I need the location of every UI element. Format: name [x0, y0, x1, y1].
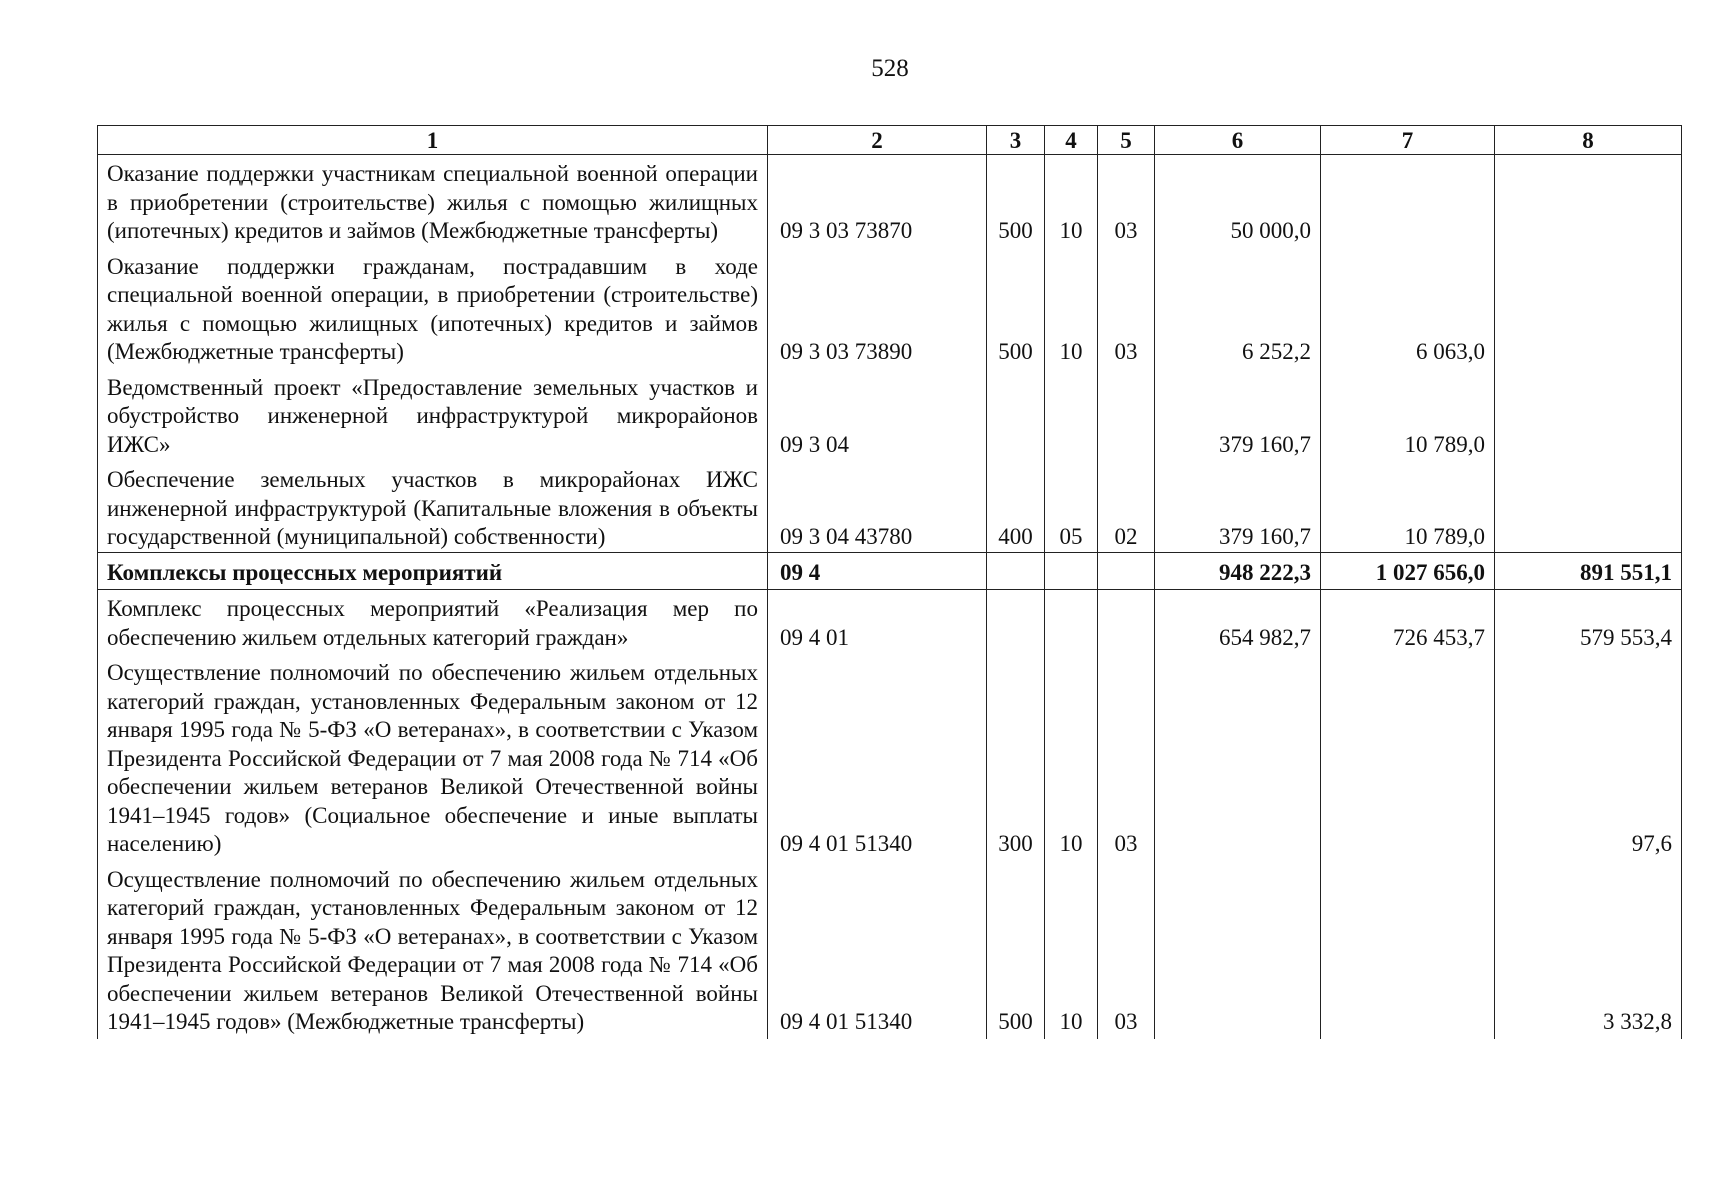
row-name: Осуществление полномочий по обеспечению жильем отдельных категорий граждан, установленных Федеральным законом от 12 января 1995 года № 5-ФЗ «О ветеранах», в соответствии с Указом Президента Российской Федерации от 7 мая 2008 года № 714 «Об обеспечении жильем ветеранов Великой Отечественной войны 1941–1945 годов» (Межбюджетные трансферты): [98, 861, 768, 1039]
row-col3: 400: [987, 461, 1045, 552]
row-col8: [1495, 461, 1682, 552]
row-col6: [1155, 654, 1321, 861]
col-header-8: 8: [1495, 126, 1682, 155]
row-col4: 10: [1045, 654, 1098, 861]
row-name: Ведомственный проект «Предоставление земельных участков и обустройство инженерной инфраструктурой микрорайонов ИЖС»: [98, 369, 768, 462]
row-col4: 10: [1045, 861, 1098, 1039]
row-code: 09 3 03 73890: [768, 248, 987, 369]
table-row: [98, 369, 1682, 462]
row-col7: 1 027 656,0: [1321, 552, 1495, 590]
col-header-7: 7: [1321, 126, 1495, 155]
col-header-3: 3: [987, 126, 1045, 155]
row-col4: 10: [1045, 155, 1098, 248]
row-col8: 3 332,8: [1495, 861, 1682, 1039]
row-col3: [987, 369, 1045, 462]
row-col8: 891 551,1: [1495, 552, 1682, 590]
row-col4: 10: [1045, 248, 1098, 369]
col-header-1: 1: [98, 126, 768, 155]
row-col3: [987, 590, 1045, 655]
row-col7: [1321, 654, 1495, 861]
row-name: Комплексы процессных мероприятий: [98, 552, 768, 590]
table-row: [98, 461, 1682, 552]
row-col7: 10 789,0: [1321, 369, 1495, 462]
table-row: [98, 248, 1682, 369]
row-col4: [1045, 552, 1098, 590]
table-row: [98, 155, 1682, 248]
row-col7: [1321, 155, 1495, 248]
row-col7: 10 789,0: [1321, 461, 1495, 552]
row-name: Осуществление полномочий по обеспечению жильем отдельных категорий граждан, установленных Федеральным законом от 12 января 1995 года № 5-ФЗ «О ветеранах», в соответствии с Указом Президента Российской Федерации от 7 мая 2008 года № 714 «Об обеспечении жильем ветеранов Великой Отечественной войны 1941–1945 годов» (Социальное обеспечение и иные выплаты населению): [98, 654, 768, 861]
row-col3: 300: [987, 654, 1045, 861]
row-name: Комплекс процессных мероприятий «Реализация мер по обеспечению жильем отдельных категорий граждан»: [98, 590, 768, 655]
row-code: 09 3 04: [768, 369, 987, 462]
row-col8: [1495, 155, 1682, 248]
row-col8: 579 553,4: [1495, 590, 1682, 655]
row-col4: [1045, 590, 1098, 655]
row-col5: 03: [1098, 861, 1155, 1039]
row-col3: 500: [987, 248, 1045, 369]
row-code: 09 4 01 51340: [768, 654, 987, 861]
row-col6: 654 982,7: [1155, 590, 1321, 655]
row-code: 09 4 01 51340: [768, 861, 987, 1039]
row-code: 09 3 03 73870: [768, 155, 987, 248]
row-col8: 97,6: [1495, 654, 1682, 861]
row-col5: 03: [1098, 248, 1155, 369]
col-header-4: 4: [1045, 126, 1098, 155]
row-col5: 02: [1098, 461, 1155, 552]
row-code: 09 4: [768, 552, 987, 590]
row-col6: 6 252,2: [1155, 248, 1321, 369]
row-col7: [1321, 861, 1495, 1039]
row-col5: 03: [1098, 654, 1155, 861]
table-row: [98, 590, 1682, 655]
row-code: 09 4 01: [768, 590, 987, 655]
table-row-section-total: [98, 552, 1682, 590]
row-col5: 03: [1098, 155, 1155, 248]
row-col6: 50 000,0: [1155, 155, 1321, 248]
row-col5: [1098, 590, 1155, 655]
col-header-5: 5: [1098, 126, 1155, 155]
budget-table: [97, 125, 1682, 1039]
col-header-6: 6: [1155, 126, 1321, 155]
row-col8: [1495, 248, 1682, 369]
col-header-2: 2: [768, 126, 987, 155]
table-row: [98, 861, 1682, 1039]
row-name: Оказание поддержки гражданам, пострадавшим в ходе специальной военной операции, в приобретении (строительстве) жилья с помощью жилищных (ипотечных) кредитов и займов (Межбюджетные трансферты): [98, 248, 768, 369]
row-col7: 726 453,7: [1321, 590, 1495, 655]
row-col6: 379 160,7: [1155, 461, 1321, 552]
row-col8: [1495, 369, 1682, 462]
row-col3: 500: [987, 861, 1045, 1039]
row-code: 09 3 04 43780: [768, 461, 987, 552]
row-col6: 379 160,7: [1155, 369, 1321, 462]
row-col4: 05: [1045, 461, 1098, 552]
row-col6: 948 222,3: [1155, 552, 1321, 590]
table-row: [98, 654, 1682, 861]
row-name: Оказание поддержки участникам специальной военной операции в приобретении (строительстве) жилья с помощью жилищных (ипотечных) кредитов и займов (Межбюджетные трансферты): [98, 155, 768, 248]
row-col3: 500: [987, 155, 1045, 248]
page-number: 528: [871, 55, 909, 82]
row-col4: [1045, 369, 1098, 462]
row-col6: [1155, 861, 1321, 1039]
header-row: [98, 126, 1682, 155]
row-col5: [1098, 552, 1155, 590]
row-col5: [1098, 369, 1155, 462]
row-name: Обеспечение земельных участков в микрорайонах ИЖС инженерной инфраструктурой (Капитальные вложения в объекты государственной (муниципальной) собственности): [98, 461, 768, 552]
row-col3: [987, 552, 1045, 590]
row-col7: 6 063,0: [1321, 248, 1495, 369]
